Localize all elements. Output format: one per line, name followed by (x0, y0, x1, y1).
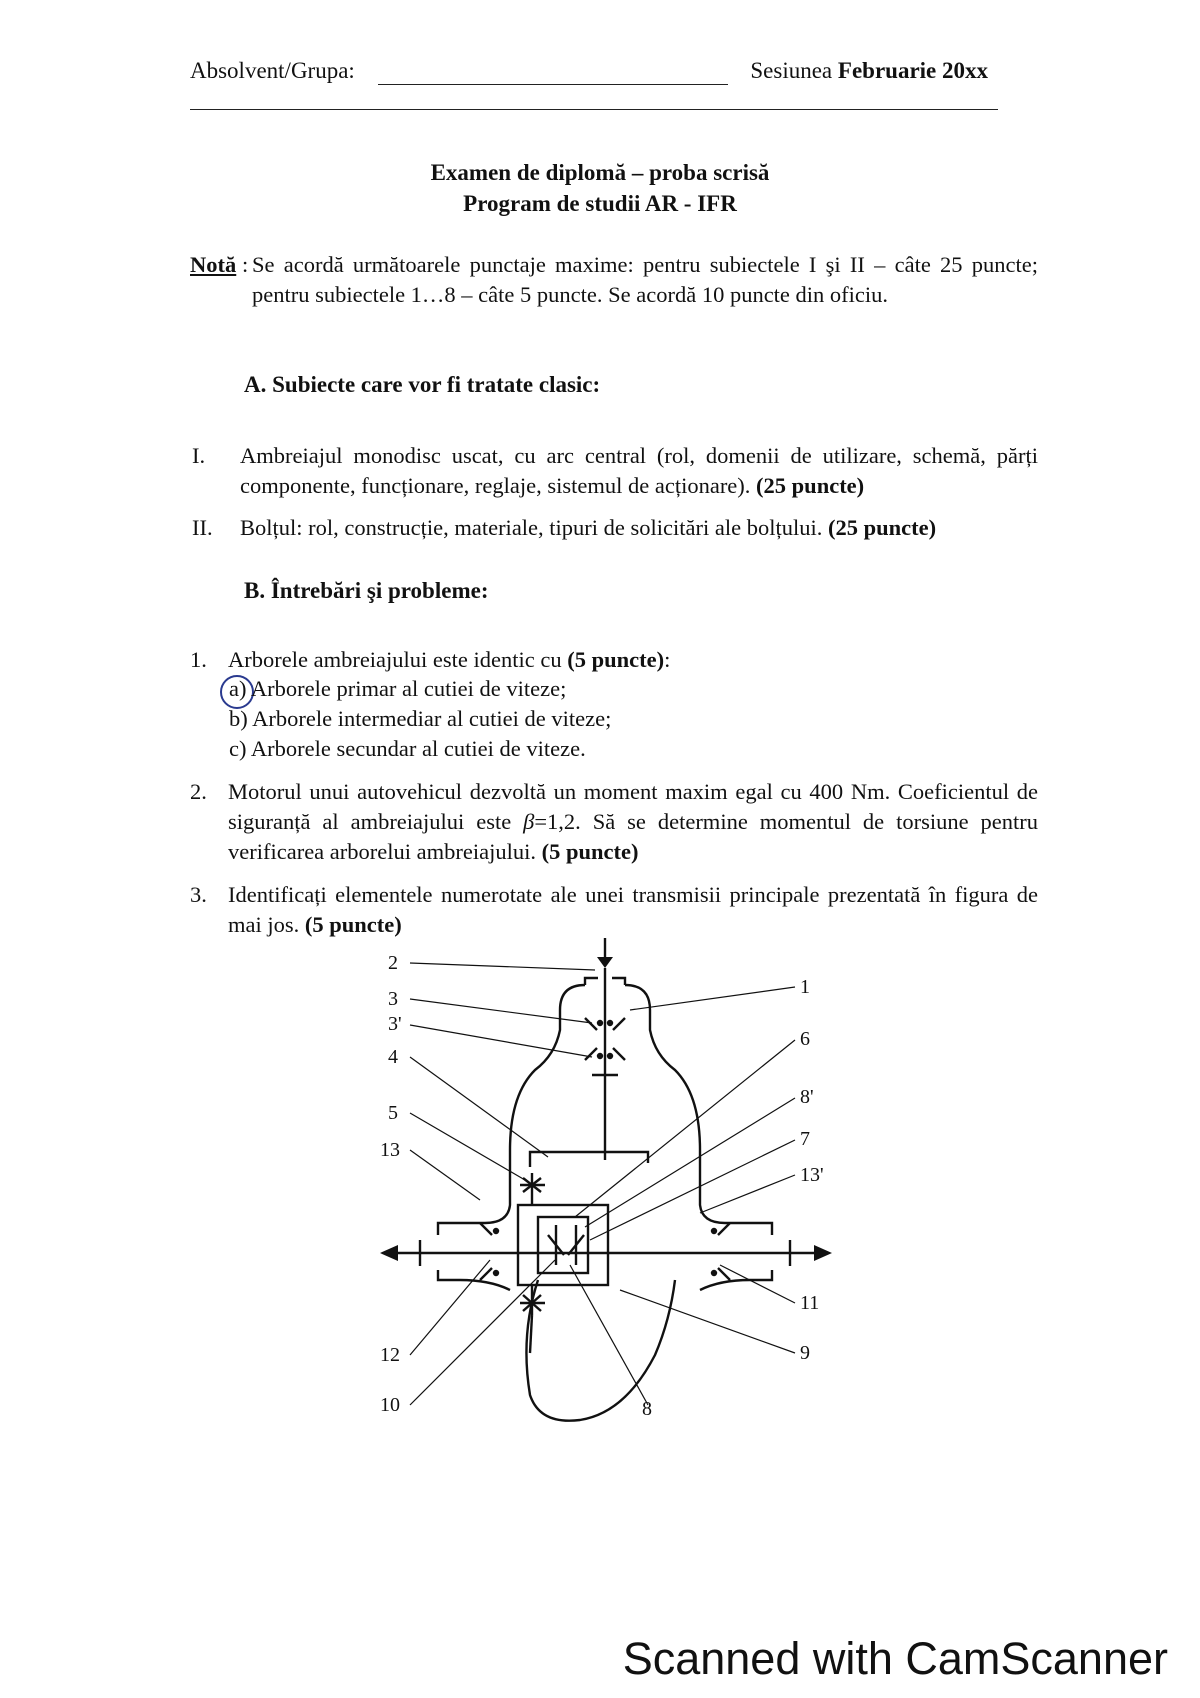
note-label: Notă (190, 252, 237, 277)
label-8: 8 (642, 1398, 652, 1420)
label-13-prime: 13' (800, 1164, 824, 1186)
question-number: 1. (190, 647, 207, 672)
subject-II (192, 513, 1038, 543)
pinion-4 (530, 1152, 648, 1167)
subject-text: Bolțul: rol, construcție, materiale, tipuri de solicitări ale bolțului. (240, 515, 823, 540)
option-b: b) Arborele intermediar al cutiei de viteze; (229, 706, 612, 731)
question-1: 1. Arborele ambreiajului este identic cu (5 puncte): (190, 645, 1038, 675)
graduate-group-label: Absolvent/Grupa: (190, 58, 355, 83)
label-7: 7 (800, 1128, 810, 1150)
option-c: c) Arborele secundar al cutiei de viteze. (229, 736, 586, 761)
question-2: 2. Motorul unui autovehicul dezvoltă un moment maxim egal cu 400 Nm. Coeficientul de siguranță al ambreiajului este β=1,2. Să se determine momentul de torsiune pentru verificarea arborelui ambreiajului. (5 puncte) (190, 779, 1038, 864)
input-arrow (597, 938, 613, 968)
housing-left-lower (438, 1270, 510, 1290)
housing-right-outline (625, 985, 772, 1235)
question-text: Identificați elementele numerotate ale unei transmisii principale prezentată în figura de mai jos. (228, 882, 1038, 937)
label-6: 6 (800, 1028, 810, 1050)
section-b-title: B. Întrebări şi probleme: (244, 578, 489, 603)
label-9: 9 (800, 1342, 810, 1364)
label-1: 1 (800, 976, 810, 998)
differential-inner (538, 1217, 588, 1273)
question-number: 2. (190, 779, 207, 804)
subject-text: Ambreiajul monodisc uscat, cu arc central (rol, domenii de utilizare, schemă, părți componente, funcționare, reglaje, sistemul de acționare). (240, 443, 1038, 498)
label-5: 5 (388, 1102, 398, 1124)
question-text: Motorul unui autovehicul dezvoltă un moment maxim egal cu 400 Nm. Coeficientul de siguranță al ambreiajului este (228, 779, 1038, 834)
label-3-prime: 3' (388, 1013, 402, 1035)
question-number: 3. (190, 882, 207, 907)
label-2: 2 (388, 952, 398, 974)
label-13: 13 (380, 1139, 400, 1161)
housing-bottom-outline (526, 1280, 675, 1421)
option-a: a) Arborele primar al cutiei de viteze; (229, 676, 567, 701)
housing-left-outline (438, 985, 585, 1235)
right-output-arrow (814, 1245, 832, 1261)
subject-points: (25 puncte) (827, 515, 937, 540)
exam-title: Examen de diplomă – proba scrisă (430, 160, 770, 185)
question-text: Arborele ambreiajului este identic cu (228, 647, 562, 672)
label-12: 12 (380, 1344, 400, 1366)
header (190, 58, 1000, 94)
question-points: (5 puncte) (304, 912, 402, 937)
session-label: Sesiunea Februarie 20xx (750, 58, 988, 83)
subject-number: II. (192, 515, 213, 540)
label-3: 3 (388, 988, 398, 1010)
leader-lines (410, 963, 795, 1405)
left-bevel-bearings (480, 1223, 498, 1280)
note: Notă : Se acordă următoarele punctaje maxime: pentru subiectele I şi II – câte 25 puncte; pentru subiectele 1…8 – câte 5 puncte. Se acordă 10 puncte din oficiu. (190, 250, 1038, 310)
transmission-diagram (380, 935, 840, 1435)
planet-gears (548, 1225, 584, 1265)
label-11: 11 (800, 1292, 820, 1314)
section-a-title: A. Subiecte care vor fi tratate clasic: (244, 372, 601, 397)
header-divider (190, 109, 998, 110)
session-date: Februarie 20xx (837, 58, 988, 83)
question-3 (190, 880, 1038, 940)
camscanner-watermark: Scanned with CamScanner (622, 1633, 1168, 1684)
label-4: 4 (388, 1046, 398, 1068)
right-bevel-bearings (712, 1223, 730, 1280)
crown-wheel-5 (520, 1173, 545, 1197)
label-10: 10 (380, 1394, 400, 1416)
question-points: (5 puncte) (541, 839, 639, 864)
graduate-group-blank-line (378, 84, 728, 85)
program-title: Program de studii AR - IFR (463, 191, 737, 216)
note-text: Se acordă următoarele punctaje maxime: pentru subiectele I şi II – câte 25 puncte; pentru subiectele 1…8 – câte 5 puncte. Se acordă 10 puncte din oficiu. (252, 252, 1038, 307)
gear-13-lower (520, 1285, 545, 1353)
question-points: (5 puncte) (567, 647, 665, 672)
label-8-prime: 8' (800, 1086, 814, 1108)
beta-symbol: β (523, 809, 535, 834)
subject-points: (25 puncte) (756, 473, 865, 498)
left-output-arrow (380, 1245, 398, 1261)
subject-number: I. (192, 443, 206, 468)
subject-I (192, 441, 1038, 501)
